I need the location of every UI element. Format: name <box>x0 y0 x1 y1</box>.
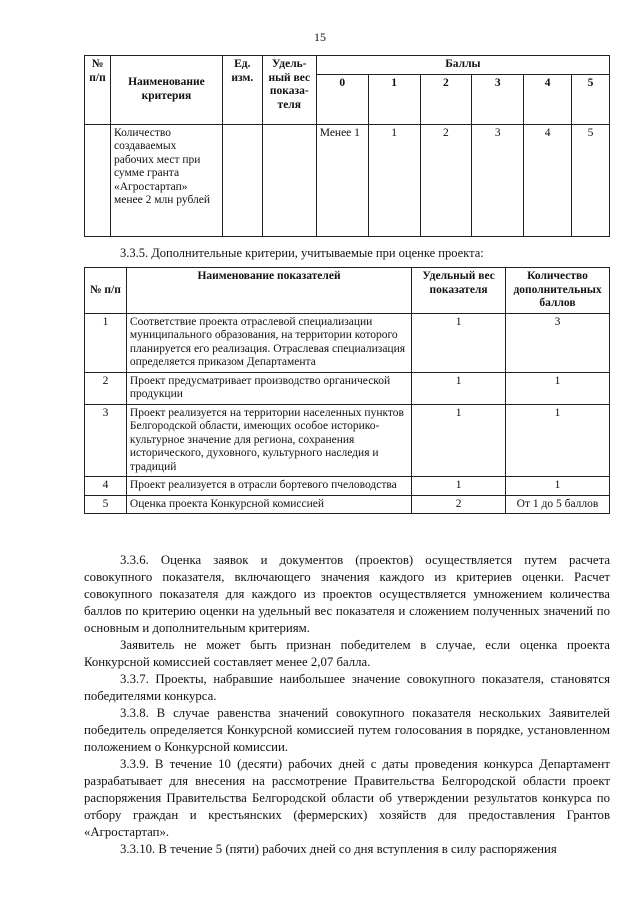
cell-points: 3 <box>506 313 610 372</box>
header-p1: 1 <box>368 74 420 124</box>
paragraph: 3.3.7. Проекты, набравшие наибольшее значение совокупного показателя, становятся победителями конкурса. <box>84 672 610 703</box>
header-points: Количество дополнительных баллов <box>506 268 610 314</box>
cell-p2: 2 <box>420 124 472 236</box>
cell-num: 1 <box>85 313 127 372</box>
cell-points: От 1 до 5 баллов <box>506 495 610 514</box>
header-weight: Удельный вес показателя <box>412 268 506 314</box>
cell-p3: 3 <box>472 124 524 236</box>
cell-unit <box>222 124 262 236</box>
paragraph: Заявитель не может быть признан победителем в случае, если оценка проекта Конкурсной комиссией составляет менее 2,07 балла. <box>84 638 610 669</box>
cell-criterion: Количество создаваемых рабочих мест при сумме гранта «Агростартап» менее 2 млн рублей <box>110 124 222 236</box>
table-row <box>85 495 610 514</box>
paragraph: 3.3.10. В течение 5 (пяти) рабочих дней со дня вступления в силу распоряжения <box>120 842 557 856</box>
page-number: 15 <box>314 30 326 44</box>
header-weight: Удель-ный вес показа-теля <box>262 56 316 125</box>
header-num: № п/п <box>85 268 127 314</box>
cell-p5: 5 <box>572 124 610 236</box>
cell-num: 2 <box>85 372 127 404</box>
cell-weight <box>262 124 316 236</box>
cell-points: 1 <box>506 404 610 477</box>
cell-weight: 1 <box>412 372 506 404</box>
cell-indicator: Оценка проекта Конкурсной комиссией <box>126 495 411 514</box>
header-p4: 4 <box>524 74 572 124</box>
header-criterion: Наименование критерия <box>110 56 222 125</box>
cell-num: 4 <box>85 477 127 496</box>
cell-weight: 1 <box>412 313 506 372</box>
header-num: № п/п <box>85 56 111 125</box>
section-caption: 3.3.5. Дополнительные критерии, учитываемые при оценке проекта: <box>120 246 484 260</box>
paragraph: 3.3.9. В течение 10 (десяти) рабочих дней с даты проведения конкурса Департамент разрабатывает для внесения на рассмотрение Правительства Белгородской области проект распоряжения Правительства Белгородской области об утверждении результатов конкурса по отбору граждан и крестьянских (фермерских) хозяйств для предоставления Грантов «Агростартап». <box>84 757 610 839</box>
table-row <box>85 372 610 404</box>
body-text <box>84 552 610 858</box>
cell-indicator: Проект предусматривает производство органической продукции <box>126 372 411 404</box>
cell-points: 1 <box>506 372 610 404</box>
cell-p1: 1 <box>368 124 420 236</box>
cell-indicator: Соответствие проекта отраслевой специализации муниципального образования, на территории которого планируется его реализация. Отраслевая специализация определяется приказом Департамента <box>126 313 411 372</box>
header-indicator: Наименование показателей <box>126 268 411 314</box>
cell-p4: 4 <box>524 124 572 236</box>
cell-weight: 1 <box>412 404 506 477</box>
header-p3: 3 <box>472 74 524 124</box>
header-p2: 2 <box>420 74 472 124</box>
cell-weight: 2 <box>412 495 506 514</box>
cell-num: 5 <box>85 495 127 514</box>
header-p5: 5 <box>572 74 610 124</box>
criteria-table <box>84 55 610 237</box>
cell-p0: Менее 1 <box>316 124 368 236</box>
cell-indicator: Проект реализуется в отрасли бортевого пчеловодства <box>126 477 411 496</box>
additional-criteria-table <box>84 267 610 514</box>
paragraph: 3.3.8. В случае равенства значений совокупного показателя нескольких Заявителей победитель определяется Конкурсной комиссией путем голосования в порядке, установленном положением о Конкурсной комиссии. <box>84 706 610 754</box>
header-points: Баллы <box>316 56 609 75</box>
table-row <box>85 477 610 496</box>
cell-num <box>85 124 111 236</box>
cell-points: 1 <box>506 477 610 496</box>
cell-num: 3 <box>85 404 127 477</box>
table-row <box>85 313 610 372</box>
table-row <box>85 124 610 236</box>
cell-indicator: Проект реализуется на территории населенных пунктов Белгородской области, имеющих особое историко-культурное значение для региона, сохранения исторического, духовного, культурного наследия и традиций <box>126 404 411 477</box>
cell-weight: 1 <box>412 477 506 496</box>
paragraph: 3.3.6. Оценка заявок и документов (проектов) осуществляется путем расчета совокупного показателя, включающего значения каждого из критериев оценки. Расчет совокупного показателя для каждого из проектов осуществляется умножением количества баллов по критерию оценки на удельный вес показателя и сложением полученных значений по основным и дополнительным критериям. <box>84 553 610 635</box>
table-row <box>85 404 610 477</box>
header-p0: 0 <box>316 74 368 124</box>
header-unit: Ед. изм. <box>222 56 262 125</box>
